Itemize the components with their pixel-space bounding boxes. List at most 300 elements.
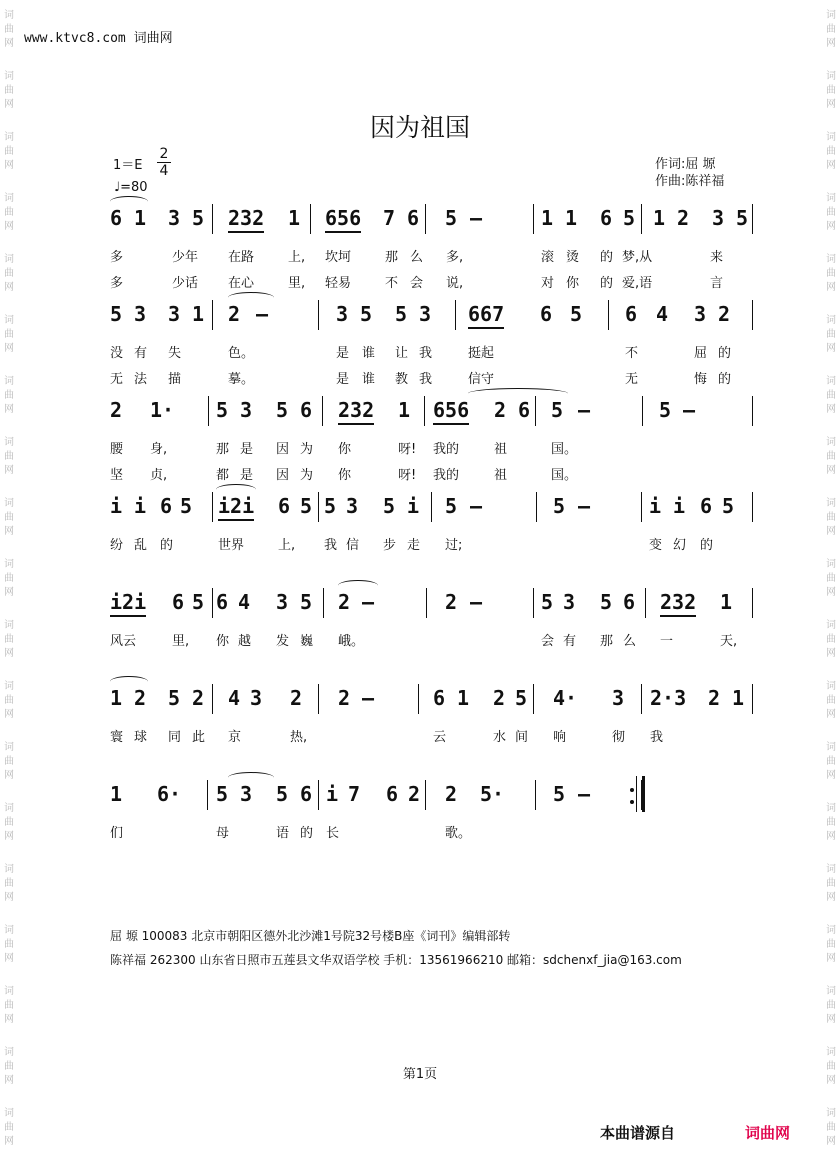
lyric-word: 同 [168, 730, 182, 745]
watermark-char: 网 [826, 953, 836, 964]
lyric-word: 挺起 [468, 346, 495, 361]
lyric-word: 走 [407, 538, 421, 553]
watermark-char: 曲 [826, 1122, 836, 1133]
lyric-line [0, 438, 840, 458]
slur-arc [110, 676, 148, 687]
lyric-word: 没 [110, 346, 124, 361]
lyric-word: 因 [276, 442, 290, 457]
watermark-char: 网 [826, 160, 836, 171]
watermark-char: 网 [4, 343, 14, 354]
note: 2 [408, 782, 421, 806]
lyric-word: 我 [419, 346, 433, 361]
watermark-char: 曲 [826, 390, 836, 401]
watermark-char: 网 [4, 160, 14, 171]
watermark-char: 网 [4, 892, 14, 903]
watermark-char: 词 [4, 681, 14, 692]
note: 5 [445, 494, 458, 518]
lyric-word: 的 [700, 538, 714, 553]
note: 2 [134, 686, 147, 710]
slur-arc [216, 484, 256, 495]
lyric-word: 滚 [541, 250, 555, 265]
note: 2·3 [650, 686, 687, 710]
lyric-line [0, 272, 840, 292]
note: 3 [346, 494, 359, 518]
note: 7 [383, 206, 396, 230]
lyric-word: 彻 [612, 730, 626, 745]
time-signature [157, 146, 171, 179]
bar-line [455, 300, 456, 330]
watermark-char: 曲 [4, 634, 14, 645]
watermark-char: 词 [4, 925, 14, 936]
bar-line [533, 684, 534, 714]
note: – [578, 782, 591, 806]
note: 6 [407, 206, 420, 230]
note: 6 [700, 494, 713, 518]
note: 5 [300, 590, 313, 614]
watermark-char: 网 [4, 1014, 14, 1025]
note: – [470, 590, 483, 614]
note: 5 [445, 206, 458, 230]
note: 4 [238, 590, 251, 614]
watermark-char: 词 [4, 803, 14, 814]
lyric-word: 歌。 [445, 826, 472, 841]
lyric-word: 变 [649, 538, 663, 553]
note: – [578, 398, 591, 422]
lyric-word: 呀! [398, 468, 417, 483]
note: 3 [168, 302, 181, 326]
beam-underline [325, 231, 361, 233]
watermark-char: 曲 [826, 512, 836, 523]
lyric-word: 的 [600, 250, 614, 265]
lyric-word: 会 [410, 276, 424, 291]
note: 1 [398, 398, 411, 422]
watermark-char: 曲 [826, 634, 836, 645]
note: 6 [110, 206, 123, 230]
lyric-word: 无 [110, 372, 124, 387]
watermark-char: 曲 [4, 24, 14, 35]
lyric-word: 巍 [300, 634, 314, 649]
watermark-char: 曲 [826, 207, 836, 218]
watermark-char: 网 [4, 648, 14, 659]
watermark-char: 网 [4, 770, 14, 781]
lyric-word: 国。 [551, 442, 578, 457]
song-title: 因为祖国 [369, 113, 470, 142]
slur-arc [228, 772, 274, 783]
lyric-word: 色。 [228, 346, 255, 361]
note: 5 [168, 686, 181, 710]
note: 5 [570, 302, 583, 326]
source-brand-link[interactable]: 词曲网 [745, 1124, 791, 1142]
note: 1 [110, 782, 123, 806]
watermark-char: 词 [4, 10, 14, 21]
note: 2 [338, 590, 351, 614]
site-url[interactable]: www.ktvc8.com 词曲网 [24, 31, 173, 46]
lyric-word: 是 [336, 346, 350, 361]
watermark-char: 词 [826, 742, 836, 753]
beam-underline [433, 423, 469, 425]
note: 5 [395, 302, 408, 326]
note: 2 [677, 206, 690, 230]
lyric-word: 们 [110, 826, 124, 841]
watermark-char: 曲 [826, 329, 836, 340]
note: 4 [656, 302, 669, 326]
watermark-char: 词 [4, 254, 14, 265]
watermark-char: 网 [4, 221, 14, 232]
note: 5 [216, 782, 229, 806]
note: 2 [228, 302, 241, 326]
lyric-word: 有 [134, 346, 148, 361]
end-repeat-bar [636, 776, 637, 812]
lyric-word: 寰 [110, 730, 124, 745]
end-repeat-bar [642, 776, 645, 812]
note: 6 [518, 398, 531, 422]
watermark-char: 曲 [826, 1061, 836, 1072]
lyric-word: 为 [300, 442, 314, 457]
composer-credit: 作曲:陈祥福 [655, 174, 725, 189]
score-row [0, 204, 840, 244]
lyric-word: 在心 [228, 276, 255, 291]
lyric-word: 对 [541, 276, 555, 291]
watermark-char: 曲 [4, 1061, 14, 1072]
bar-line [535, 780, 536, 810]
bar-line [752, 396, 753, 426]
lyric-word: 无 [625, 372, 639, 387]
watermark-char: 曲 [826, 756, 836, 767]
watermark-char: 曲 [826, 817, 836, 828]
lyric-word: 信 [346, 538, 360, 553]
note: 2 [338, 686, 351, 710]
lyric-word: 多 [110, 250, 124, 265]
lyric-word: 爱,语 [622, 276, 653, 291]
lyric-word: 那 [600, 634, 614, 649]
note: – [683, 398, 696, 422]
note: 2 [445, 782, 458, 806]
bar-line [752, 588, 753, 618]
lyric-word: 少年 [172, 250, 199, 265]
watermark-char: 曲 [826, 1000, 836, 1011]
watermark-char: 曲 [826, 24, 836, 35]
watermark-char: 词 [826, 986, 836, 997]
lyric-word: 来 [710, 250, 724, 265]
beam-underline [228, 231, 264, 233]
watermark-char: 词 [826, 1047, 836, 1058]
note: 1 [732, 686, 745, 710]
bar-line [641, 204, 642, 234]
note: – [362, 686, 375, 710]
bar-line [310, 204, 311, 234]
note: 2 [290, 686, 303, 710]
note: 3 [712, 206, 725, 230]
bar-line [212, 300, 213, 330]
note: 6 [600, 206, 613, 230]
watermark-char: 网 [826, 465, 836, 476]
note: 5 [110, 302, 123, 326]
lyric-word: 你 [338, 468, 352, 483]
lyric-word: 你 [216, 634, 230, 649]
watermark-char: 网 [826, 709, 836, 720]
note: 5 [600, 590, 613, 614]
watermark-char: 词 [4, 864, 14, 875]
lyric-word: 你 [566, 276, 580, 291]
watermark-char: 网 [826, 38, 836, 49]
lyric-word: 轻易 [325, 276, 352, 291]
note: 1 [134, 206, 147, 230]
watermark-char: 词 [4, 1108, 14, 1119]
note: 3 [336, 302, 349, 326]
lyric-line [0, 464, 840, 484]
lyric-word: 信守 [468, 372, 495, 387]
lyric-word: 坎坷 [325, 250, 352, 265]
lyric-word: 球 [134, 730, 148, 745]
beam-underline [468, 327, 504, 329]
lyric-word: 里, [172, 634, 190, 649]
score-row [0, 588, 840, 628]
watermark-char: 网 [826, 526, 836, 537]
beam-underline [218, 519, 254, 521]
note: 1· [150, 398, 175, 422]
watermark-char: 词 [826, 925, 836, 936]
note: i [110, 494, 123, 518]
note: i2i [218, 494, 255, 518]
watermark-char: 词 [826, 193, 836, 204]
watermark-char: 词 [826, 10, 836, 21]
lyric-word: 描 [168, 372, 182, 387]
note: – [470, 206, 483, 230]
watermark-char: 曲 [826, 85, 836, 96]
lyric-word: 不 [625, 346, 639, 361]
note: 3 [563, 590, 576, 614]
note: 5 [216, 398, 229, 422]
footer-address-lyricist: 屈 塬 100083 北京市朝阳区德外北沙滩1号院32号楼B座《词刊》编辑部转 [110, 929, 511, 943]
watermark-char: 词 [826, 1108, 836, 1119]
lyric-word: 世界 [218, 538, 245, 553]
watermark-char: 曲 [4, 207, 14, 218]
watermark-char: 曲 [4, 878, 14, 889]
note: 5 [192, 590, 205, 614]
watermark-char: 曲 [4, 817, 14, 828]
watermark-char: 网 [826, 1075, 836, 1086]
watermark-char: 词 [4, 498, 14, 509]
note: 4· [553, 686, 578, 710]
watermark-char: 词 [826, 559, 836, 570]
lyric-word: 失 [168, 346, 182, 361]
note: 656 [433, 398, 470, 422]
lyric-word: 屈 [694, 346, 708, 361]
bar-line [536, 492, 537, 522]
note: i2i [110, 590, 147, 614]
lyric-word: 身, [150, 442, 168, 457]
lyric-word: 是 [240, 468, 254, 483]
bar-line [322, 396, 323, 426]
watermark-char: 曲 [4, 1122, 14, 1133]
lyric-word: 都 [216, 468, 230, 483]
watermark-char: 网 [826, 404, 836, 415]
watermark-char: 网 [826, 770, 836, 781]
lyric-word: 步 [383, 538, 397, 553]
lyric-word: 贞, [150, 468, 168, 483]
lyric-word: 么 [410, 250, 424, 265]
watermark-char: 词 [4, 132, 14, 143]
bar-line [425, 204, 426, 234]
bar-line [431, 492, 432, 522]
lyric-word: 悔 [694, 372, 708, 387]
watermark-char: 网 [4, 38, 14, 49]
lyric-word: 会 [541, 634, 555, 649]
lyric-word: 发 [276, 634, 290, 649]
note: 2 [708, 686, 721, 710]
bar-line [318, 684, 319, 714]
beam-underline [660, 615, 696, 617]
watermark-char: 网 [826, 221, 836, 232]
watermark-char: 网 [826, 99, 836, 110]
bar-line [752, 300, 753, 330]
lyric-word: 的 [600, 276, 614, 291]
note: 6 [300, 782, 313, 806]
lyric-word: 一 [660, 634, 674, 649]
score-row [0, 780, 840, 820]
time-signature-bottom: 4 [159, 163, 169, 179]
note: 5 [551, 398, 564, 422]
lyric-word: 的 [160, 538, 174, 553]
note: 5 [360, 302, 373, 326]
lyric-line [0, 534, 840, 554]
lyric-word: 热, [290, 730, 308, 745]
note: 2 [494, 398, 507, 422]
lyric-line [0, 246, 840, 266]
lyric-word: 上, [278, 538, 296, 553]
note: 5 [736, 206, 749, 230]
left-watermark-strip [0, 0, 18, 1169]
note: 6 [386, 782, 399, 806]
lyric-word: 么 [623, 634, 637, 649]
score-row [0, 684, 840, 724]
watermark-char: 网 [826, 648, 836, 659]
time-signature-top: 2 [157, 146, 171, 163]
note: – [578, 494, 591, 518]
bar-line [212, 204, 213, 234]
page-number: 第1页 [402, 1067, 438, 1082]
note: 3 [134, 302, 147, 326]
watermark-char: 词 [826, 254, 836, 265]
lyric-word: 坚 [110, 468, 124, 483]
lyric-line [0, 368, 840, 388]
lyric-word: 烫 [566, 250, 580, 265]
watermark-char: 曲 [826, 695, 836, 706]
lyric-word: 教 [395, 372, 409, 387]
lyric-word: 法 [134, 372, 148, 387]
note: 2 [445, 590, 458, 614]
note: i [326, 782, 339, 806]
note: 1 [110, 686, 123, 710]
lyric-word: 那 [385, 250, 399, 265]
note: 3 [276, 590, 289, 614]
watermark-char: 词 [4, 71, 14, 82]
lyric-word: 云 [433, 730, 447, 745]
lyric-word: 呀! [398, 442, 417, 457]
watermark-char: 曲 [4, 451, 14, 462]
bar-line [212, 588, 213, 618]
note: 5 [541, 590, 554, 614]
watermark-char: 词 [4, 437, 14, 448]
note: i [649, 494, 662, 518]
lyric-word: 响 [553, 730, 567, 745]
watermark-char: 词 [826, 71, 836, 82]
bar-line [208, 396, 209, 426]
lyric-line [0, 726, 840, 746]
note: 5 [553, 494, 566, 518]
watermark-char: 网 [826, 282, 836, 293]
lyric-word: 纷 [110, 538, 124, 553]
lyric-word: 过; [445, 538, 463, 553]
bar-line [418, 684, 419, 714]
note: 3 [240, 782, 253, 806]
watermark-char: 词 [826, 681, 836, 692]
note: 1 [192, 302, 205, 326]
watermark-char: 曲 [4, 512, 14, 523]
lyric-word: 我的 [433, 442, 460, 457]
watermark-char: 曲 [4, 268, 14, 279]
lyric-word: 让 [395, 346, 409, 361]
note: 5 [276, 782, 289, 806]
note: 1 [457, 686, 470, 710]
bar-line [752, 684, 753, 714]
watermark-char: 网 [826, 343, 836, 354]
lyric-word: 我的 [433, 468, 460, 483]
note: 7 [348, 782, 361, 806]
lyric-word: 谁 [362, 372, 376, 387]
bar-line [318, 492, 319, 522]
note: 1 [720, 590, 733, 614]
note: 5 [192, 206, 205, 230]
watermark-char: 曲 [826, 573, 836, 584]
lyric-word: 腰 [110, 442, 124, 457]
bar-line [426, 588, 427, 618]
bar-line [752, 204, 753, 234]
lyric-word: 我 [419, 372, 433, 387]
note: 6 [160, 494, 173, 518]
note: 5 [276, 398, 289, 422]
note: 5· [480, 782, 505, 806]
bar-line [645, 588, 646, 618]
lyric-word: 长 [326, 826, 340, 841]
watermark-char: 词 [4, 1047, 14, 1058]
note: – [362, 590, 375, 614]
lyric-word: 摹。 [228, 372, 255, 387]
lyric-word: 因 [276, 468, 290, 483]
bar-line [608, 300, 609, 330]
watermark-char: 曲 [826, 939, 836, 950]
footer-address-composer: 陈祥福 262300 山东省日照市五莲县文华双语学校 手机：13561966210 邮箱：sdchenxf_jia@163.com [110, 953, 682, 967]
note: 5 [383, 494, 396, 518]
lyric-word: 上, [288, 250, 306, 265]
lyric-word: 多, [446, 250, 464, 265]
watermark-char: 词 [826, 132, 836, 143]
note: 5 [659, 398, 672, 422]
note: 3 [419, 302, 432, 326]
note: i [673, 494, 686, 518]
note: 3 [612, 686, 625, 710]
bar-line [212, 492, 213, 522]
key-signature: 1＝E [113, 158, 143, 173]
lyric-word: 少话 [172, 276, 199, 291]
note: 6 [623, 590, 636, 614]
watermark-char: 网 [4, 953, 14, 964]
lyric-word: 多 [110, 276, 124, 291]
watermark-char: 网 [826, 831, 836, 842]
watermark-char: 曲 [4, 573, 14, 584]
note: 6 [433, 686, 446, 710]
bar-line [318, 780, 319, 810]
